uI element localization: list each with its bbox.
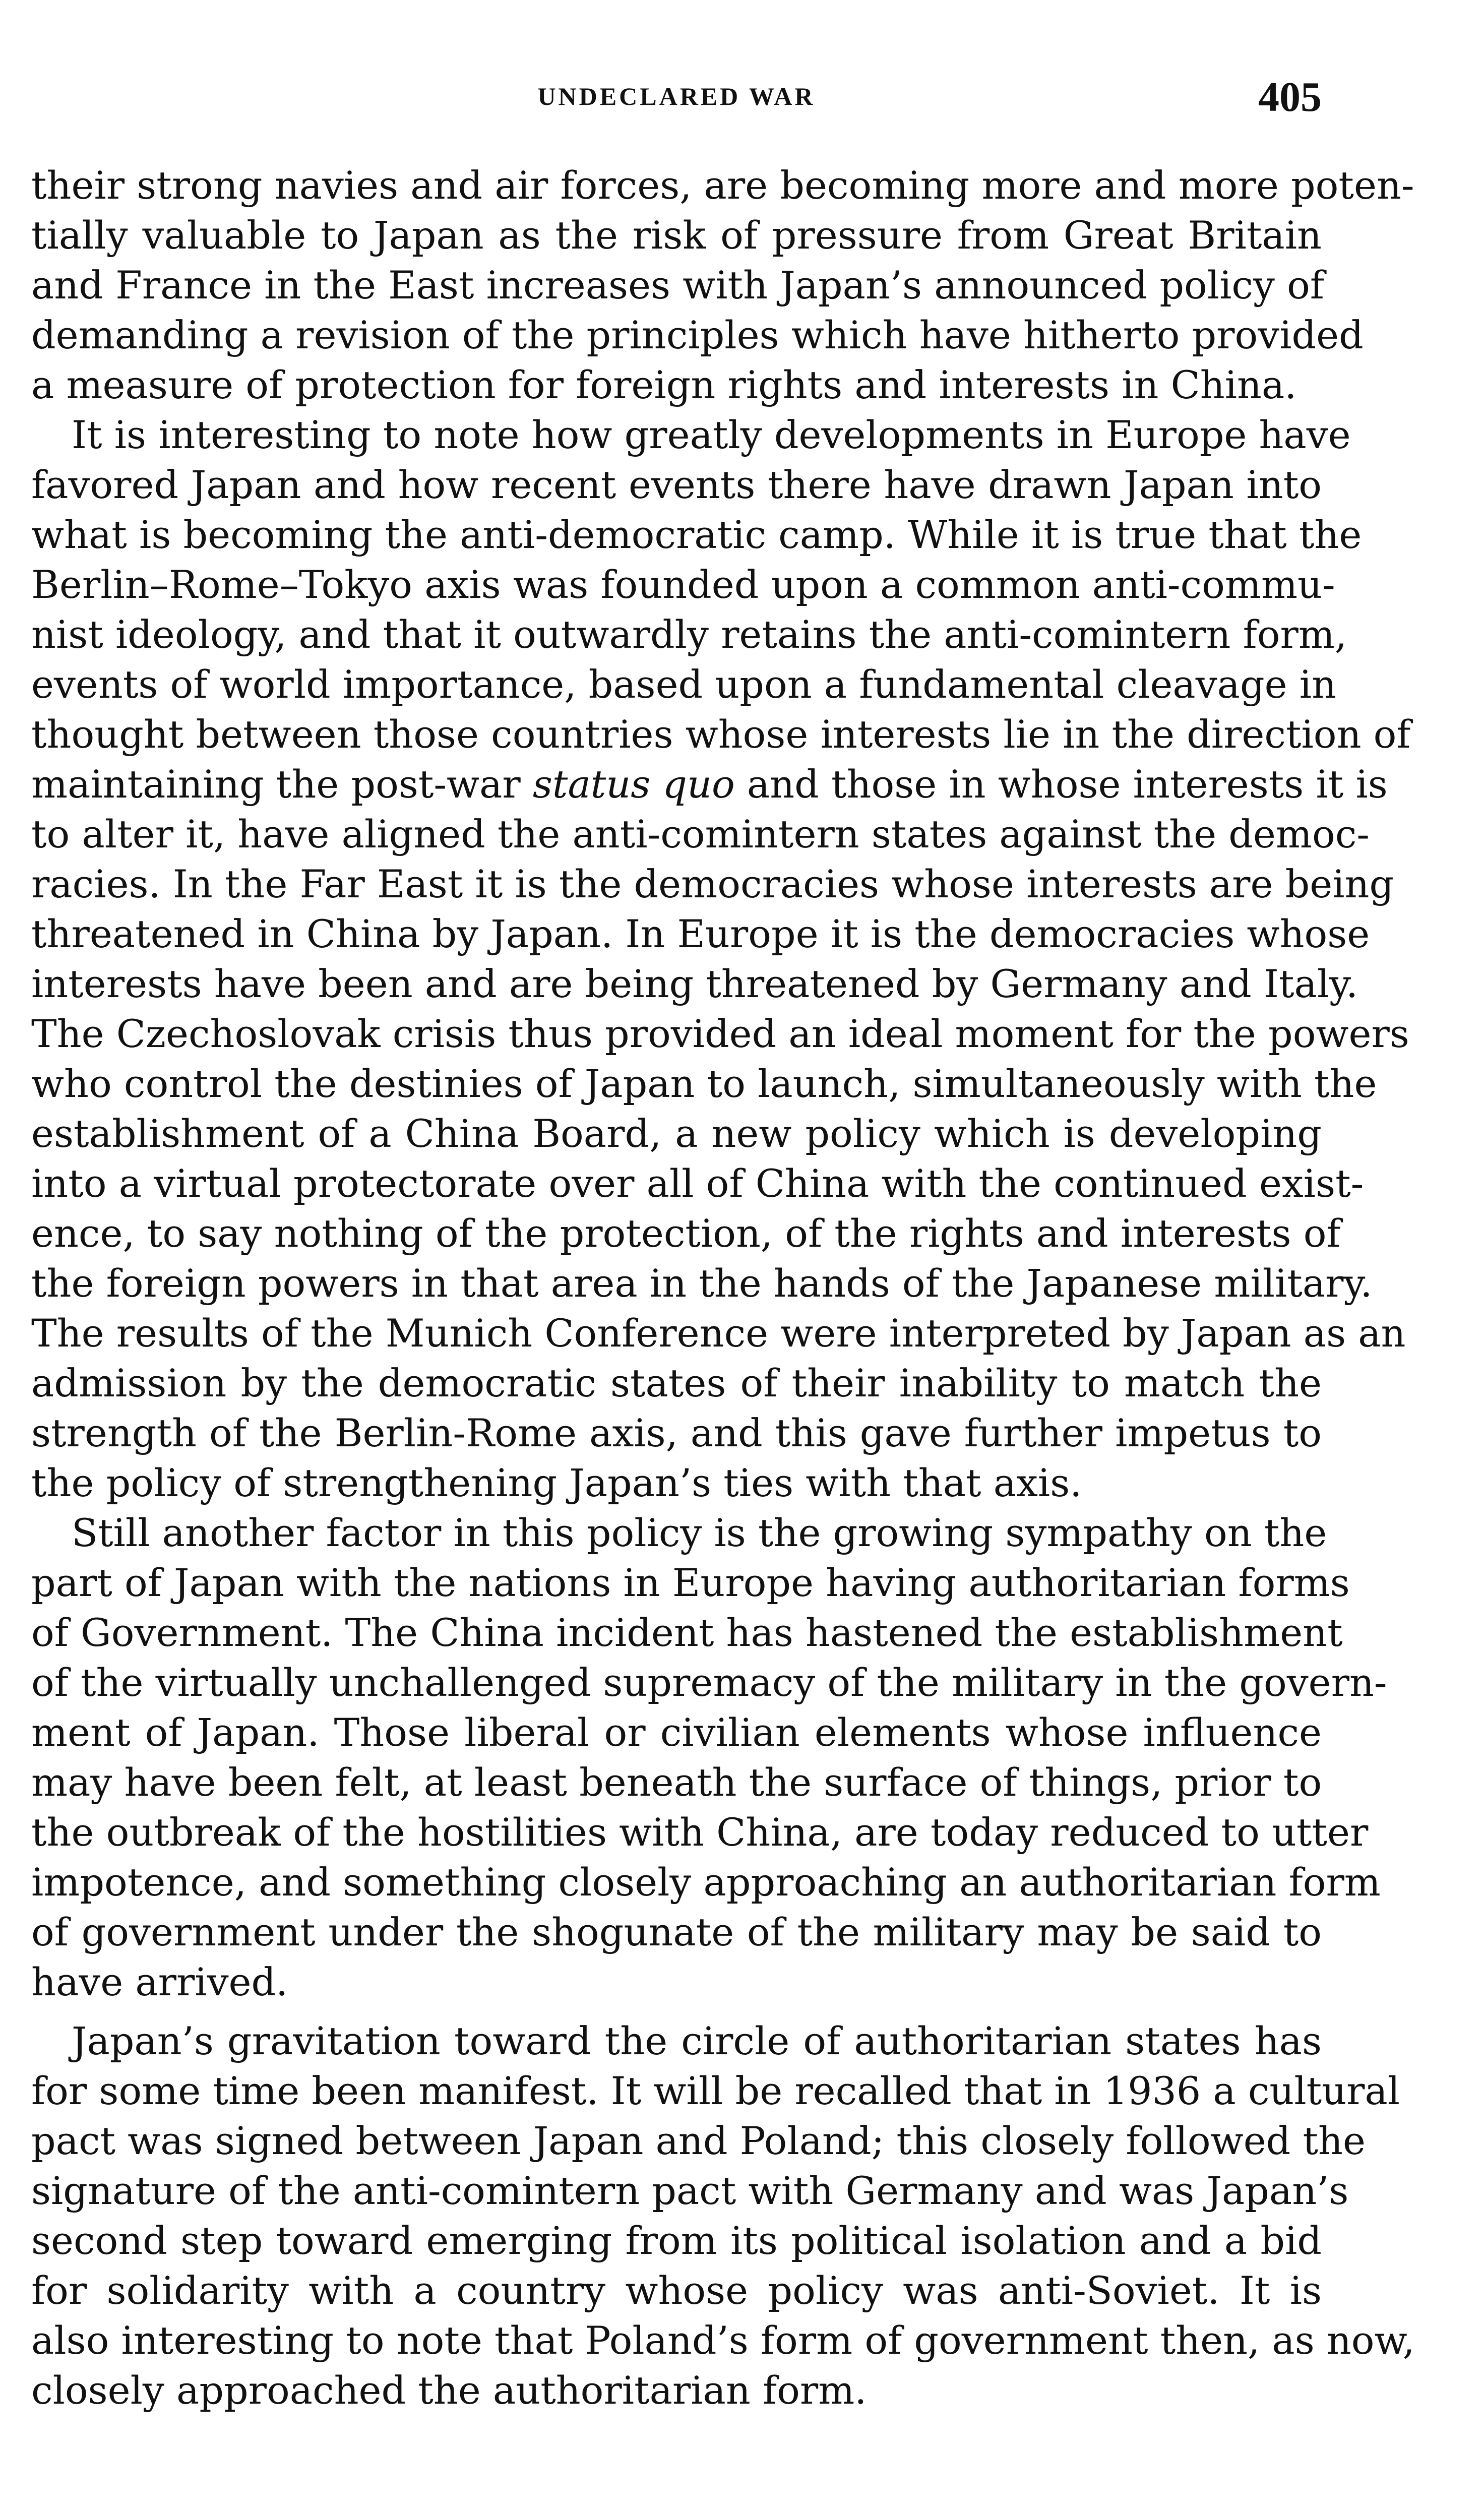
- paragraph-start-line: Still another factor in this policy is the growing sympathy on the: [72, 1510, 1327, 1555]
- text-line: [31, 759, 1388, 809]
- text-line: establishment of a China Board, a new policy which is developing: [31, 1111, 1322, 1156]
- running-title: UNDECLARED WAR: [537, 82, 816, 110]
- paragraph-start-line: Japan’s gravitation toward the circle of authoritarian states has: [72, 2018, 1322, 2063]
- text-line: may have been felt, at least beneath the surface of things, prior to: [31, 1760, 1322, 1805]
- text-line: interests have been and are being threatened by Germany and Italy.: [31, 961, 1358, 1006]
- text-line: pact was signed between Japan and Poland; this closely followed the: [31, 2118, 1366, 2163]
- text-line: tially valuable to Japan as the risk of pressure from Great Britain: [31, 213, 1322, 258]
- text-line: ment of Japan. Those liberal or civilian elements whose influence: [31, 1710, 1322, 1755]
- text-line: favored Japan and how recent events there have drawn Japan into: [31, 462, 1322, 507]
- text-segment: maintaining the post-war: [31, 762, 533, 807]
- text-line: The results of the Munich Conference were interpreted by Japan as an: [31, 1311, 1406, 1356]
- text-line: who control the destinies of Japan to launch, simultaneously with the: [31, 1061, 1377, 1106]
- text-line: racies. In the Far East it is the democracies whose interests are being: [31, 862, 1394, 906]
- text-line: the outbreak of the hostilities with China, are today reduced to utter: [31, 1810, 1369, 1855]
- text-line: nist ideology, and that it outwardly retains the anti-comintern form,: [31, 612, 1347, 657]
- text-line: demanding a revision of the principles which have hitherto provided: [31, 313, 1364, 357]
- text-line: admission by the democratic states of their inability to match the: [31, 1361, 1322, 1405]
- text-line: to alter it, have aligned the anti-comintern states against the democ-: [31, 812, 1370, 856]
- text-line: strength of the Berlin-Rome axis, and this gave further impetus to: [31, 1411, 1322, 1455]
- text-line: The Czechoslovak crisis thus provided an ideal moment for the powers: [31, 1011, 1409, 1056]
- text-line: signature of the anti-comintern pact with Germany and was Japan’s: [31, 2168, 1349, 2213]
- text-line: second step toward emerging from its political isolation and a bid: [31, 2218, 1322, 2263]
- page-number: 405: [1258, 74, 1322, 120]
- text-line: part of Japan with the nations in Europe having authoritarian forms: [31, 1560, 1350, 1605]
- text-line: also interesting to note that Poland’s form of government then, as now,: [31, 2318, 1415, 2363]
- text-line: for solidarity with a country whose policy was anti-Soviet. It is: [31, 2268, 1322, 2313]
- paragraph-gap: [31, 2007, 1322, 2016]
- text-line: ence, to say nothing of the protection, of the rights and interests of: [31, 1211, 1341, 1256]
- italic-phrase: status quo: [532, 762, 735, 807]
- text-line: have arrived.: [31, 1960, 288, 2004]
- text-line: of the virtually unchallenged supremacy of the military in the govern-: [31, 1660, 1387, 1705]
- text-segment: and those in whose interests it is: [734, 762, 1388, 807]
- text-line: of government under the shogunate of the military may be said to: [31, 1910, 1322, 1954]
- paragraph-start-line: It is interesting to note how greatly developments in Europe have: [72, 412, 1351, 457]
- text-line: a measure of protection for foreign rights and interests in China.: [31, 362, 1297, 407]
- text-line: closely approached the authoritarian form.: [31, 2368, 867, 2413]
- text-line: and France in the East increases with Japan’s announced policy of: [31, 263, 1324, 308]
- text-line: for some time been manifest. It will be recalled that in 1936 a cultural: [31, 2068, 1400, 2113]
- text-line: threatened in China by Japan. In Europe it is the democracies whose: [31, 911, 1370, 956]
- text-line: events of world importance, based upon a fundamental cleavage in: [31, 662, 1337, 707]
- text-line: of Government. The China incident has hastened the establishment: [31, 1610, 1343, 1655]
- text-line: thought between those countries whose interests lie in the direction of: [31, 712, 1411, 757]
- running-header: [31, 76, 1322, 136]
- text-line: what is becoming the anti-democratic camp. While it is true that the: [31, 512, 1362, 557]
- body-text: [31, 160, 1415, 2415]
- text-line: into a virtual protectorate over all of China with the continued exist-: [31, 1161, 1364, 1206]
- text-line: the policy of strengthening Japan’s ties with that axis.: [31, 1460, 1082, 1505]
- text-line: their strong navies and air forces, are becoming more and more poten-: [31, 163, 1414, 208]
- text-line: the foreign powers in that area in the hands of the Japanese military.: [31, 1261, 1373, 1306]
- text-line: Berlin–Rome–Tokyo axis was founded upon a common anti-commu-: [31, 562, 1335, 607]
- text-line: impotence, and something closely approaching an authoritarian form: [31, 1860, 1381, 1905]
